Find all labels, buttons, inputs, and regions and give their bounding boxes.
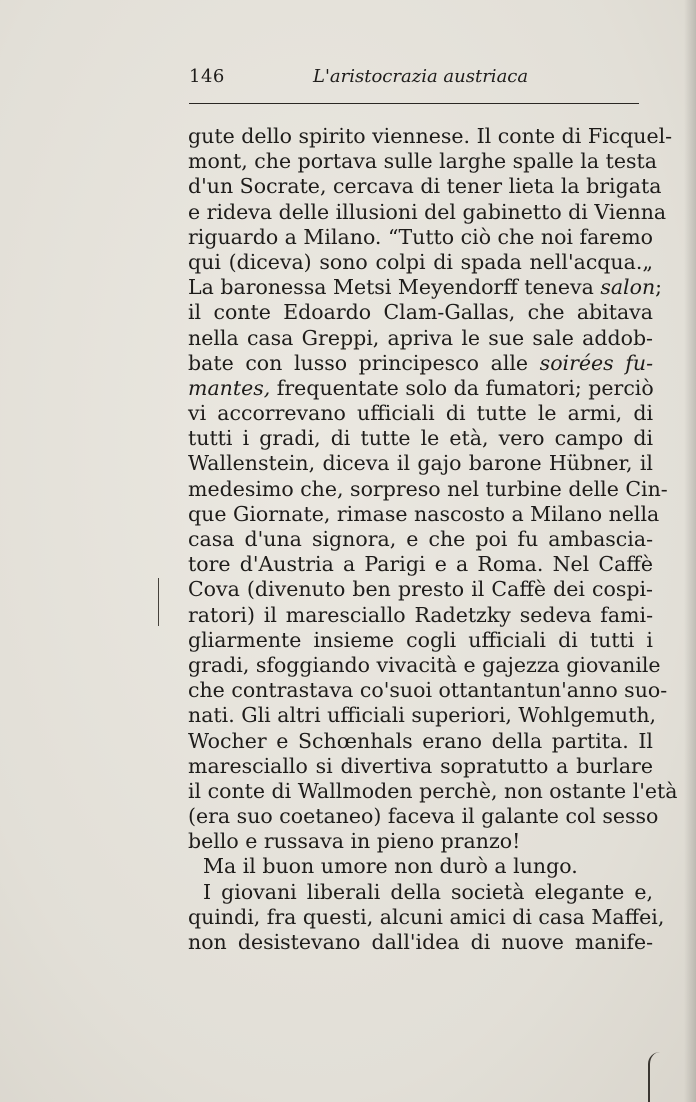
text-line: medesimo che, sorpreso nel turbine delle Cin-: [188, 476, 668, 501]
text-line: bello e russava in pieno pranzo!: [188, 829, 521, 854]
italic-phrase: soirées fu-: [539, 350, 653, 375]
running-title: L'aristocrazia austriaca: [313, 66, 529, 87]
text-line: ratori) il maresciallo Radetzky sedeva fami-: [188, 602, 653, 627]
body-text: [188, 124, 678, 955]
italic-phrase: mantes,: [188, 375, 271, 400]
text-line: vi accorrevano ufficiali di tutte le armi, di: [188, 401, 653, 426]
text-line: Wallenstein, diceva il gajo barone Hübner, il: [188, 451, 653, 476]
text-line: gute dello spirito viennese. Il conte di Ficquel-: [188, 124, 673, 148]
text-line: La baronessa Metsi Meyendorff teneva salon;: [188, 275, 663, 300]
page-spine-shadow: [684, 0, 696, 1102]
text-line: Cova (divenuto ben presto il Caffè dei cospi-: [188, 577, 653, 602]
text-line: gliarmente insieme cogli ufficiali di tutti i: [188, 627, 653, 652]
text-line: Wocher e Schœnhals erano della partita. Il: [188, 728, 653, 753]
text-line: maresciallo si divertiva sopratutto a burlare: [188, 753, 653, 778]
margin-pencil-mark: [158, 578, 159, 626]
text-line: tutti i gradi, di tutte le età, vero campo di: [188, 426, 653, 451]
text-line: qui (diceva) sono colpi di spada nell'acqua.„: [188, 249, 653, 274]
text-line: (era suo coetaneo) faceva il galante col sesso: [188, 804, 659, 829]
text-line: riguardo a Milano. “Tutto ciò che noi faremo: [188, 224, 654, 249]
page-number: 146: [189, 66, 225, 87]
page-edge-bracket: [648, 1052, 670, 1102]
text-line: gradi, sfoggiando vivacità e gajezza giovanile: [188, 652, 661, 677]
text-line: que Giornate, rimase nascosto a Milano nella: [188, 501, 660, 526]
text-line: mont, che portava sulle larghe spalle la testa: [188, 149, 657, 174]
italic-phrase: salon: [600, 275, 656, 300]
text-line: che contrastava co'suoi ottantantun'anno suo-: [188, 678, 668, 703]
text-line: d'un Socrate, cercava di tener lieta la brigata: [188, 174, 662, 199]
text-line: Ma il buon umore non durò a lungo.: [203, 854, 578, 879]
text-line: il conte di Wallmoden perchè, non ostante l'età: [188, 778, 678, 803]
text-line: nati. Gli altri ufficiali superiori, Wohlgemuth,: [188, 703, 657, 728]
text-line: I giovani liberali della società elegante e,: [203, 879, 653, 904]
text-line: e rideva delle illusioni del gabinetto di Vienna: [188, 199, 667, 224]
text-line: casa d'una signora, e che poi fu ambascia-: [188, 527, 653, 551]
text-line: il conte Edoardo Clam-Gallas, che abitava: [188, 300, 653, 325]
page-header: [189, 66, 639, 96]
text-line: nella casa Greppi, apriva le sue sale addob-: [188, 325, 653, 350]
text-line: non desistevano dall'idea di nuove manife-: [188, 930, 653, 954]
text-line: tore d'Austria a Parigi e a Roma. Nel Caffè: [188, 552, 653, 577]
text-line: mantes, frequentate solo da fumatori; perciò: [188, 375, 654, 400]
text-line: bate con lusso principesco alle soirées fu-: [188, 350, 653, 375]
header-rule: [189, 103, 639, 104]
text-line: quindi, fra questi, alcuni amici di casa Maffei,: [188, 904, 665, 929]
